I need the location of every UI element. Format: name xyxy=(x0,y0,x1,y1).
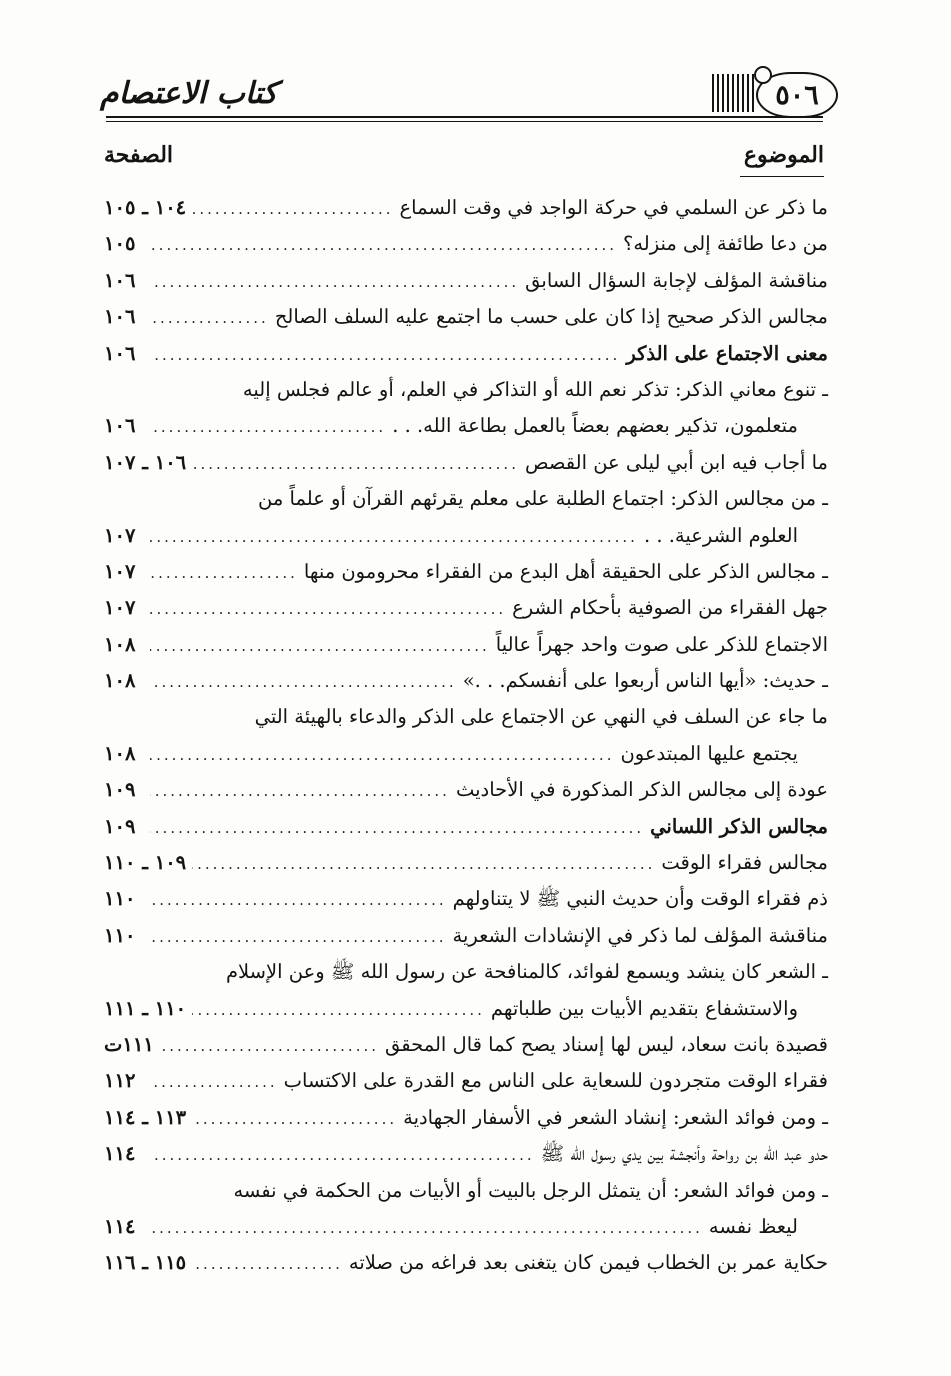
leader-dots xyxy=(192,992,485,1028)
index-entry xyxy=(104,627,828,663)
entry-text: مناقشة المؤلف لما ذكر في الإنشادات الشعرية xyxy=(452,923,828,947)
leader-dots xyxy=(150,919,447,955)
leader-dots xyxy=(150,264,519,300)
entry-text: قصيدة بانت سعاد، ليس لها إسناد يصح كما قال المحقق xyxy=(385,1032,828,1056)
book-title: كتاب الاعتصام xyxy=(100,76,278,111)
topic-heading: الموضوع xyxy=(743,142,824,168)
topic-heading-underline xyxy=(740,176,824,177)
header-rule-thin xyxy=(106,121,823,122)
entry-text: ـ مجالس الذكر على الحقيقة أهل البدع من الفقراء محرومون منها xyxy=(303,559,828,583)
entry-text: ـ تنوع معاني الذكر: تذكر نعم الله أو التذاكر في العلم، أو عالم فجلس إليه xyxy=(242,377,828,401)
entry-text: ـ ومن فوائد الشعر: إنشاد الشعر في الأسفار الجهادية xyxy=(403,1105,828,1129)
entry-page-number: ١٠٩ ـ ١١٠ xyxy=(104,851,187,875)
entry-page-number: ١٠٩ xyxy=(104,814,136,838)
entry-text: ـ من مجالس الذكر: اجتماع الطلبة على معلم يقرئهم القرآن أو علماً من xyxy=(258,487,828,511)
leader-dots xyxy=(192,1101,397,1137)
entry-text: مجالس الذكر اللساني xyxy=(650,814,828,838)
entry-text: العلوم الشرعية. . . xyxy=(643,523,798,547)
entry-text: من دعا طائفة إلى منزله؟ xyxy=(623,232,828,256)
entry-page-number: ١٠٦ xyxy=(104,341,136,365)
leader-dots xyxy=(150,810,644,846)
header-ornament-stripes xyxy=(712,74,756,112)
entry-text: الاجتماع للذكر على صوت واحد جهراً عالياً xyxy=(495,632,828,656)
entry-page-number: ١٠٨ xyxy=(104,632,136,656)
entry-text: يجتمع عليها المبتدعون xyxy=(620,741,798,765)
entry-text: جهل الفقراء من الصوفية بأحكام الشرع xyxy=(512,596,828,620)
entry-page-number: ١١٢ xyxy=(104,1069,136,1093)
index-entry xyxy=(104,226,828,262)
entry-text: ذم فقراء الوقت وأن حديث النبي ﷺ لا يتناولهم xyxy=(452,887,828,911)
entry-page-number: ١١٠ ـ ١١١ xyxy=(104,996,187,1020)
leader-dots xyxy=(150,409,386,445)
entry-text: حكاية عمر بن الخطاب فيمن كان يتغنى بعد فراغه من صلاته xyxy=(348,1251,828,1275)
index-entry xyxy=(104,190,828,226)
entry-page-number: ١٠٦ ـ ١٠٧ xyxy=(104,450,187,474)
entry-text: ما أجاب فيه ابن أبي ليلى عن القصص xyxy=(524,450,828,474)
index-entry xyxy=(104,1209,828,1245)
index-entry xyxy=(104,445,828,481)
leader-dots xyxy=(150,227,617,263)
entry-page-number: ١٠٩ xyxy=(104,778,136,802)
index-entry xyxy=(104,663,828,699)
entry-text: مناقشة المؤلف لإجابة السؤال السابق xyxy=(525,268,828,292)
page-number: ٥٠٦ xyxy=(775,79,819,111)
leader-dots xyxy=(160,1028,379,1064)
entry-page-number: ١٠٦ xyxy=(104,268,136,292)
entry-page-number: ١٠٦ xyxy=(104,414,136,438)
index-entries xyxy=(104,190,828,1282)
index-entry xyxy=(104,845,828,881)
leader-dots xyxy=(192,446,519,482)
leader-dots xyxy=(150,664,457,700)
index-entry xyxy=(104,1136,828,1172)
entry-page-number: ١١٤ xyxy=(104,1214,136,1238)
index-entry xyxy=(104,590,828,626)
leader-dots xyxy=(150,1064,278,1100)
entry-text: فقراء الوقت متجردون للسعاية على الناس مع القدرة على الاكتساب xyxy=(283,1069,828,1093)
index-entry xyxy=(104,554,828,590)
leader-dots xyxy=(150,300,269,336)
entry-page-number: ١٠٦ xyxy=(104,305,136,329)
index-entry xyxy=(104,481,828,517)
index-entry xyxy=(104,1173,828,1209)
leader-dots xyxy=(150,1210,703,1246)
entry-text: عودة إلى مجالس الذكر المذكورة في الأحاديث xyxy=(455,778,828,802)
index-entry xyxy=(104,991,828,1027)
entry-text: ـ حديث: «أيها الناس أربعوا على أنفسكم. . .» xyxy=(462,669,828,693)
entry-page-number: ١٠٧ xyxy=(104,559,136,583)
entry-text: مجالس الذكر صحيح إذا كان على حسب ما اجتمع عليه السلف الصالح xyxy=(274,305,828,329)
entry-text: معنى الاجتماع على الذكر xyxy=(626,341,828,365)
index-entry xyxy=(104,772,828,808)
entry-text: ما ذكر عن السلمي في حركة الواجد في وقت السماع xyxy=(399,196,828,219)
index-entry xyxy=(104,1245,828,1281)
index-entry xyxy=(104,1063,828,1099)
entry-text: ما جاء عن السلف في النهي عن الاجتماع على الذكر والدعاء بالهيئة التي xyxy=(254,705,828,729)
index-entry xyxy=(104,1027,828,1063)
index-entry xyxy=(104,408,828,444)
entry-page-number: ١٠٧ xyxy=(104,523,136,547)
leader-dots xyxy=(150,737,614,773)
entry-text: مجالس فقراء الوقت xyxy=(661,851,828,875)
index-entry xyxy=(104,263,828,299)
index-entry xyxy=(104,918,828,954)
entry-page-number: ١٠٤ ـ ١٠٥ xyxy=(104,196,187,219)
entry-page-number: ١١٣ ـ ١١٤ xyxy=(104,1105,187,1129)
badge-ornament-curl xyxy=(754,66,772,84)
index-entry xyxy=(104,299,828,335)
index-entry xyxy=(104,336,828,372)
leader-dots xyxy=(150,555,298,591)
leader-dots xyxy=(150,882,447,918)
index-entry xyxy=(104,372,828,408)
leader-dots xyxy=(150,337,620,373)
leader-dots xyxy=(150,591,506,627)
leader-dots xyxy=(150,773,450,809)
leader-dots xyxy=(150,1137,535,1173)
header-rule xyxy=(106,116,823,118)
index-entry xyxy=(104,736,828,772)
leader-dots xyxy=(192,191,393,227)
index-entry xyxy=(104,954,828,990)
entry-text: ـ ومن فوائد الشعر: أن يتمثل الرجل بالبيت أو الأبيات من الحكمة في نفسه xyxy=(233,1178,828,1202)
index-entry xyxy=(104,1100,828,1136)
entry-page-number: ١٠٥ xyxy=(104,232,136,256)
index-entry xyxy=(104,881,828,917)
entry-page-number: ١١٤ xyxy=(104,1142,136,1166)
entry-page-number: ١١٠ xyxy=(104,923,136,947)
entry-page-number: ١١٥ ـ ١١٦ xyxy=(104,1251,187,1275)
entry-text: متعلمون، تذكير بعضهم بعضاً بالعمل بطاعة الله. . . xyxy=(392,414,798,438)
page-header xyxy=(98,62,838,122)
leader-dots xyxy=(150,628,490,664)
entry-text: ـ الشعر كان ينشد ويسمع لفوائد، كالمنافحة عن رسول الله ﷺ وعن الإسلام xyxy=(225,960,828,984)
entry-page-number: ١٠٨ xyxy=(104,669,136,693)
entry-text: والاستشفاع بتقديم الأبيات بين طلباتهم xyxy=(490,996,798,1020)
entry-page-number: ١١١ت xyxy=(104,1032,154,1056)
entry-page-number: ١١٠ xyxy=(104,887,136,911)
entry-text: حدو عبد الله بن رواحة وأنجشة بين يدي رسول الله ﷺ xyxy=(540,1142,828,1166)
leader-dots xyxy=(150,519,638,555)
column-headings xyxy=(104,140,824,176)
entry-page-number: ١٠٨ xyxy=(104,741,136,765)
index-entry xyxy=(104,699,828,735)
page-heading: الصفحة xyxy=(104,142,174,168)
index-entry xyxy=(104,809,828,845)
entry-page-number: ١٠٧ xyxy=(104,596,136,620)
leader-dots xyxy=(192,846,655,882)
entry-text: ليعظ نفسه xyxy=(708,1214,798,1238)
index-entry xyxy=(104,518,828,554)
leader-dots xyxy=(192,1246,343,1282)
